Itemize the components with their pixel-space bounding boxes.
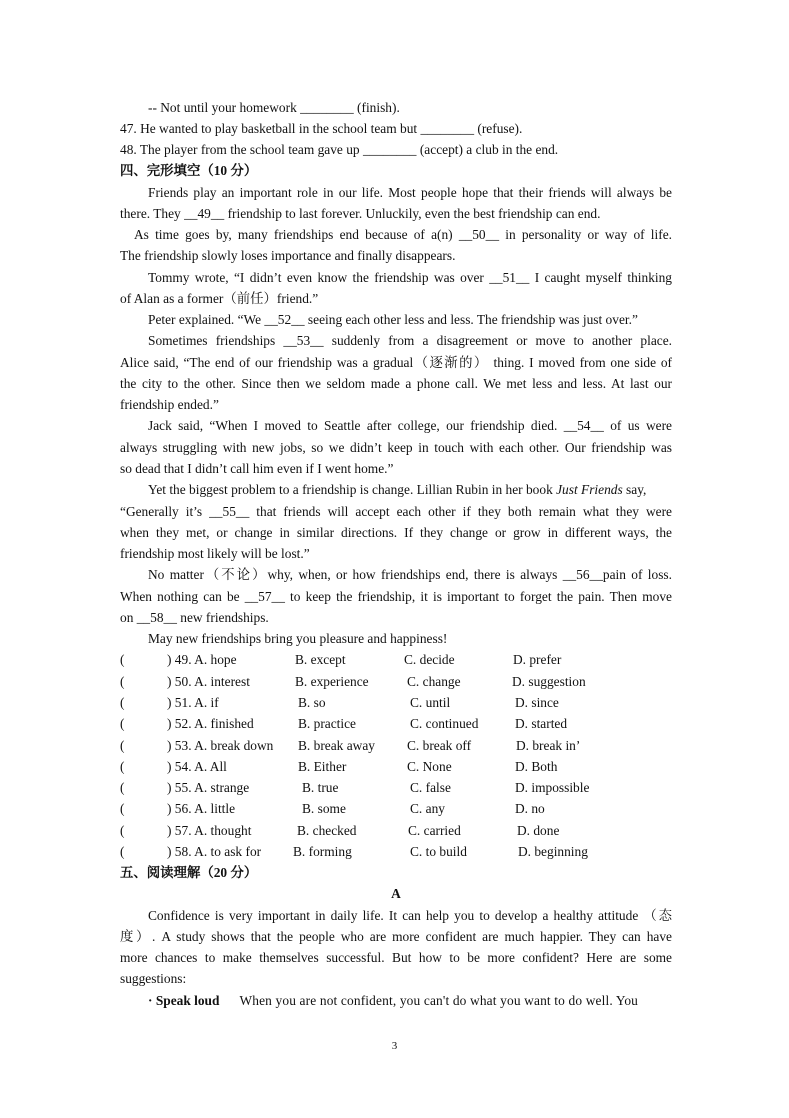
question-option-a: ) 53. A. break down bbox=[167, 738, 274, 753]
question-row bbox=[0, 757, 789, 776]
passage-line: May new friendships bring you pleasure and happiness! bbox=[148, 631, 448, 646]
exercise-line-47: 47. He wanted to play basketball in the school team but ________ (refuse). bbox=[120, 121, 523, 136]
question-row bbox=[0, 650, 789, 669]
passage-line: As time goes by, many friendships end because of a(n) __50__ in personality or way of life. bbox=[134, 227, 672, 242]
question-option-a: ) 57. A. thought bbox=[167, 823, 252, 838]
passage-a-label: A bbox=[391, 886, 401, 901]
answer-paren: ( bbox=[120, 844, 125, 859]
page-number: 3 bbox=[391, 1040, 398, 1052]
question-option-b: B. Either bbox=[298, 759, 347, 774]
passage-line: so dead that I didn’t call him even if I went home.” bbox=[120, 461, 394, 476]
question-option-d: D. suggestion bbox=[512, 674, 586, 689]
question-option-c: C. to build bbox=[410, 844, 467, 859]
answer-paren: ( bbox=[120, 823, 125, 838]
answer-paren: ( bbox=[120, 780, 125, 795]
question-option-b: B. experience bbox=[295, 674, 369, 689]
question-option-d: D. done bbox=[517, 823, 560, 838]
exercise-line-48: 48. The player from the school team gave up ________ (accept) a club in the end. bbox=[120, 142, 559, 157]
reading-line bbox=[148, 991, 672, 1010]
question-option-b: B. checked bbox=[297, 823, 357, 838]
passage-line: Peter explained. “We __52__ seeing each other less and less. The friendship was just over.” bbox=[148, 312, 638, 327]
question-row bbox=[0, 842, 789, 861]
passage-line: Tommy wrote, “I didn’t even know the friendship was over __51__ I caught myself thinking bbox=[148, 270, 672, 285]
question-row bbox=[0, 672, 789, 691]
question-option-c: C. break off bbox=[407, 738, 472, 753]
question-option-c: C. None bbox=[407, 759, 452, 774]
question-option-b: B. except bbox=[295, 652, 346, 667]
passage-line: there. They __49__ friendship to last forever. Unluckily, even the best friendship can end. bbox=[120, 206, 601, 221]
passage-line: Sometimes friendships __53__ suddenly from a disagreement or move to another place. bbox=[148, 333, 672, 348]
question-option-d: D. break in’ bbox=[516, 738, 581, 753]
question-option-a: ) 56. A. little bbox=[167, 801, 236, 816]
question-option-d: D. impossible bbox=[515, 780, 590, 795]
reading-line: 度）. A study shows that the people who are more confident are much happier. They can have bbox=[120, 929, 672, 944]
passage-line: the city to the other. Since then we seldom made a phone call. We met less and less. At last our bbox=[120, 376, 672, 391]
question-option-d: D. prefer bbox=[513, 652, 562, 667]
passage-text: Yet the biggest problem to a friendship is change. Lillian Rubin in her book bbox=[148, 482, 557, 497]
passage-line: Alice said, “The end of our friendship was a gradual（逐渐的） thing. I moved from one side of bbox=[120, 355, 672, 370]
question-option-b: B. forming bbox=[293, 844, 352, 859]
passage-line: on __58__ new friendships. bbox=[120, 610, 269, 625]
question-option-d: D. no bbox=[515, 801, 545, 816]
passage-line: friendship ended.” bbox=[120, 397, 219, 412]
passage-line: When nothing can be __57__ to keep the friendship, it is important to forget the pain. Then move bbox=[120, 589, 672, 604]
answer-paren: ( bbox=[120, 695, 125, 710]
answer-paren: ( bbox=[120, 759, 125, 774]
question-row bbox=[0, 799, 789, 818]
passage-line: No matter（不论）why, when, or how friendships end, there is always __56__pain of loss. bbox=[148, 567, 672, 582]
passage-line: always struggling with new jobs, so we didn’t keep in touch with each other. Our friendship was bbox=[120, 440, 672, 455]
answer-paren: ( bbox=[120, 716, 125, 731]
question-row bbox=[0, 714, 789, 733]
reading-line: Confidence is very important in daily life. It can help you to develop a healthy attitude （态 bbox=[148, 908, 672, 923]
question-option-d: D. since bbox=[515, 695, 559, 710]
answer-paren: ( bbox=[120, 738, 125, 753]
question-option-a: ) 58. A. to ask for bbox=[167, 844, 262, 859]
tip-heading: · Speak loud bbox=[148, 993, 220, 1008]
question-option-a: ) 50. A. interest bbox=[167, 674, 250, 689]
question-option-d: D. beginning bbox=[518, 844, 588, 859]
question-option-c: C. false bbox=[410, 780, 451, 795]
reading-line: more chances to make themselves successful. But how to be more confident? Here are some bbox=[120, 950, 672, 965]
question-option-b: B. some bbox=[302, 801, 346, 816]
question-option-d: D. started bbox=[515, 716, 568, 731]
question-option-c: C. change bbox=[407, 674, 461, 689]
question-option-c: C. until bbox=[410, 695, 451, 710]
passage-line: friendship most likely will be lost.” bbox=[120, 546, 310, 561]
question-option-c: C. carried bbox=[408, 823, 461, 838]
question-row bbox=[0, 821, 789, 840]
passage-line: Friends play an important role in our life. Most people hope that their friends will always be bbox=[148, 185, 672, 200]
question-row bbox=[0, 778, 789, 797]
question-row bbox=[0, 736, 789, 755]
question-option-a: ) 52. A. finished bbox=[167, 716, 254, 731]
question-option-a: ) 51. A. if bbox=[167, 695, 219, 710]
question-option-a: ) 54. A. All bbox=[167, 759, 227, 774]
answer-paren: ( bbox=[120, 801, 125, 816]
question-option-b: B. practice bbox=[298, 716, 356, 731]
question-option-b: B. break away bbox=[298, 738, 375, 753]
question-option-d: D. Both bbox=[515, 759, 558, 774]
book-title: Just Friends bbox=[556, 482, 623, 497]
question-row bbox=[0, 693, 789, 712]
reading-text: When you are not confident, you can't do what you want to do well. You bbox=[239, 993, 639, 1008]
passage-line: Jack said, “When I moved to Seattle after college, our friendship died. __54__ of us were bbox=[148, 418, 672, 433]
question-option-a: ) 49. A. hope bbox=[167, 652, 237, 667]
passage-text: say, bbox=[622, 482, 647, 497]
passage-line bbox=[148, 480, 672, 499]
passage-line: “Generally it’s __55__ that friends will accept each other if they both remain what they were bbox=[120, 504, 672, 519]
answer-paren: ( bbox=[120, 652, 125, 667]
question-option-c: C. decide bbox=[404, 652, 455, 667]
section-5-heading: 五、阅读理解（20 分） bbox=[120, 865, 258, 880]
passage-line: The friendship slowly loses importance and finally disappears. bbox=[120, 248, 456, 263]
section-4-heading: 四、完形填空（10 分） bbox=[120, 163, 258, 178]
reading-line: suggestions: bbox=[120, 971, 187, 986]
question-option-c: C. any bbox=[410, 801, 445, 816]
question-option-a: ) 55. A. strange bbox=[167, 780, 250, 795]
exercise-line-46-answer: -- Not until your homework ________ (finish). bbox=[148, 100, 400, 115]
passage-line: of Alan as a former（前任）friend.” bbox=[120, 291, 319, 306]
question-option-b: B. true bbox=[302, 780, 339, 795]
question-option-b: B. so bbox=[298, 695, 326, 710]
answer-paren: ( bbox=[120, 674, 125, 689]
passage-line: when they met, or change in similar directions. If they change or grow in different ways, the bbox=[120, 525, 672, 540]
question-option-c: C. continued bbox=[410, 716, 479, 731]
